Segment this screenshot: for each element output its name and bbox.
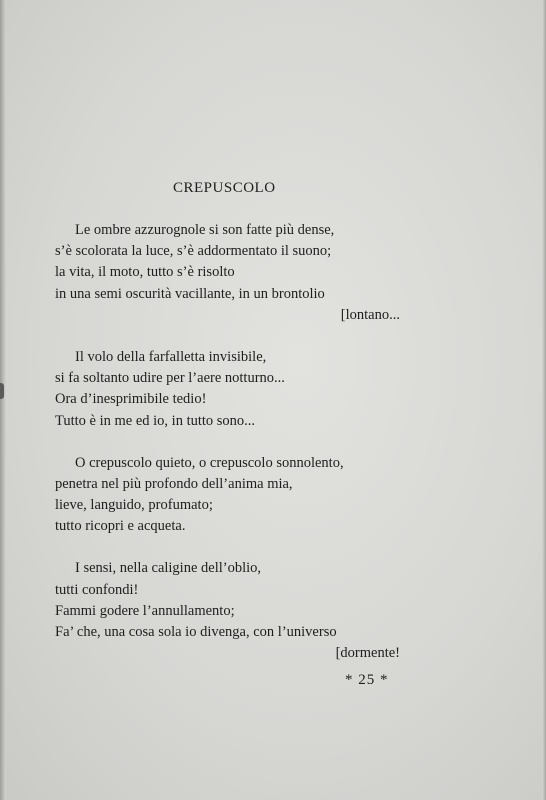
poem-line: I sensi, nella caligine dell’oblio,: [75, 560, 262, 577]
poem-line: penetra nel più profondo dell’anima mia,: [55, 475, 293, 492]
poem-line: Tutto è in me ed io, in tutto sono...: [55, 412, 256, 429]
poem-line: tutto ricopri e acqueta.: [55, 518, 186, 535]
poem-line: Le ombre azzurognole si son fatte più dense,: [75, 222, 335, 238]
poem-line-continuation: [lontano...: [340, 306, 400, 323]
poem-body: [55, 220, 400, 685]
stanza-1: [55, 220, 400, 326]
poem-line: tutti confondi!: [55, 581, 139, 598]
stanza-4: [55, 558, 400, 664]
poem-title: CREPUSCOLO: [173, 180, 276, 196]
poem-line: s’è scolorata la luce, s’è addormentato il suono;: [55, 243, 332, 260]
poem-line: in una semi oscurità vacillante, in un brontolio: [55, 285, 325, 302]
poem-line: Ora d’inesprimibile tedio!: [55, 391, 207, 408]
poem-line: la vita, il moto, tutto s’è risolto: [55, 264, 235, 281]
margin-mark: [0, 383, 4, 399]
page-edge-right: [542, 0, 546, 800]
stanza-2: [55, 347, 400, 432]
poem-line: O crepuscolo quieto, o crepuscolo sonnolento,: [75, 454, 344, 471]
poem-line: si fa soltanto udire per l’aere notturno...: [55, 370, 285, 387]
poem-line: Fa’ che, una cosa sola io divenga, con l’universo: [55, 624, 337, 640]
poem-line: Fammi godere l’annullamento;: [55, 602, 235, 619]
stanza-3: [55, 453, 400, 538]
poem-line: Il volo della farfalletta invisibile,: [75, 348, 267, 365]
page-number: * 25 *: [345, 672, 389, 688]
page-edge-left: [0, 0, 6, 800]
poem-line-continuation: [dormente!: [335, 645, 400, 662]
poem-line: lieve, languido, profumato;: [55, 497, 213, 514]
